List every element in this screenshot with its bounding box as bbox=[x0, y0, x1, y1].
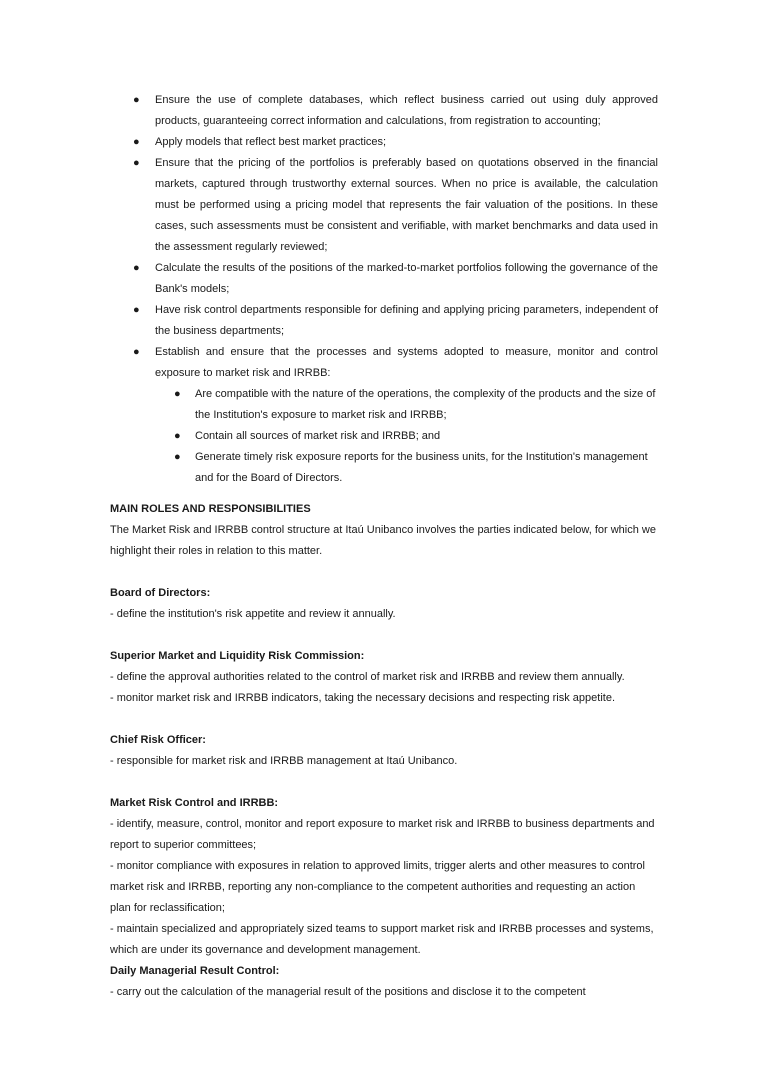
section-line: - define the institution's risk appetite and review it annually. bbox=[110, 608, 396, 620]
document-body bbox=[110, 90, 658, 1003]
bullet-icon: ● bbox=[133, 304, 140, 316]
bullet-icon: ● bbox=[133, 157, 140, 169]
section-title-daily-result-control: Daily Managerial Result Control: bbox=[110, 965, 280, 977]
sub-bullet-list bbox=[155, 384, 658, 489]
section-line: - maintain specialized and appropriately sized teams to support market risk and IRRBB processes and systems, which are under its governance and development management. bbox=[110, 923, 654, 956]
bullet-icon: ● bbox=[133, 346, 140, 358]
section-line: - identify, measure, control, monitor and report exposure to market risk and IRRBB to business departments and report to superior committees; bbox=[110, 818, 655, 851]
bullet-item: ● Ensure the use of complete databases, which reflect business carried out using duly approved products, guaranteeing correct information and calculations, from registration to accounting; bbox=[110, 90, 658, 132]
bullet-item: ● Calculate the results of the positions of the marked-to-market portfolios following the governance of the Bank's models; bbox=[110, 258, 658, 300]
section-title-commission: Superior Market and Liquidity Risk Commission: bbox=[110, 650, 365, 662]
bullet-icon: ● bbox=[174, 388, 181, 400]
main-bullet-list bbox=[110, 90, 658, 489]
bullet-icon: ● bbox=[133, 136, 140, 148]
section-title-cro: Chief Risk Officer: bbox=[110, 734, 206, 746]
section-line: - carry out the calculation of the managerial result of the positions and disclose it to the competent bbox=[110, 986, 586, 998]
bullet-item: ● Establish and ensure that the processes and systems adopted to measure, monitor and control exposure to market risk and IRRBB: ● Are compatible with the nature of the operations, the complexity of the products and the size of the Institution's exposure to market risk and IRRBB; ● Contain all sources of market risk and IRRBB; and ● Generate timely risk exposure reports for the business units, for the Institution's management and for the Board of Directors. bbox=[110, 342, 658, 489]
intro-paragraph: The Market Risk and IRRBB control structure at Itaú Unibanco involves the parties indicated below, for which we highlight their roles in relation to this matter. bbox=[110, 524, 656, 557]
section-line: - monitor compliance with exposures in relation to approved limits, trigger alerts and other measures to control market risk and IRRBB, reporting any non-compliance to the competent authorities and requesting an action plan for reclassification; bbox=[110, 860, 645, 914]
bullet-icon: ● bbox=[133, 262, 140, 274]
section-title-board: Board of Directors: bbox=[110, 587, 211, 599]
bullet-icon: ● bbox=[174, 451, 181, 463]
bullet-item: ● Have risk control departments responsible for defining and applying pricing parameters, independent of the business departments; bbox=[110, 300, 658, 342]
section-title-market-risk-control: Market Risk Control and IRRBB: bbox=[110, 797, 279, 809]
section-line: - responsible for market risk and IRRBB management at Itaú Unibanco. bbox=[110, 755, 458, 767]
sub-bullet-item: ● Contain all sources of market risk and IRRBB; and bbox=[155, 426, 657, 447]
bullet-icon: ● bbox=[174, 430, 181, 442]
bullet-item: ● Apply models that reflect best market practices; bbox=[110, 132, 658, 153]
bullet-icon: ● bbox=[133, 94, 140, 106]
sub-bullet-item: ● Generate timely risk exposure reports for the business units, for the Institution's management and for the Board of Directors. bbox=[155, 447, 657, 489]
main-heading: MAIN ROLES AND RESPONSIBILITIES bbox=[110, 503, 311, 515]
section-line: - define the approval authorities related to the control of market risk and IRRBB and review them annually. bbox=[110, 671, 625, 683]
section-line: - monitor market risk and IRRBB indicators, taking the necessary decisions and respecting risk appetite. bbox=[110, 692, 616, 704]
sub-bullet-item: ● Are compatible with the nature of the operations, the complexity of the products and the size of the Institution's exposure to market risk and IRRBB; bbox=[155, 384, 657, 426]
bullet-item: ● Ensure that the pricing of the portfolios is preferably based on quotations observed in the financial markets, captured through trustworthy external sources. When no price is available, the calculation must be performed using a pricing model that represents the fair valuation of the positions. In these cases, such assessments must be consistent and verifiable, with market benchmarks and data used in the assessment regularly reviewed; bbox=[110, 153, 658, 258]
